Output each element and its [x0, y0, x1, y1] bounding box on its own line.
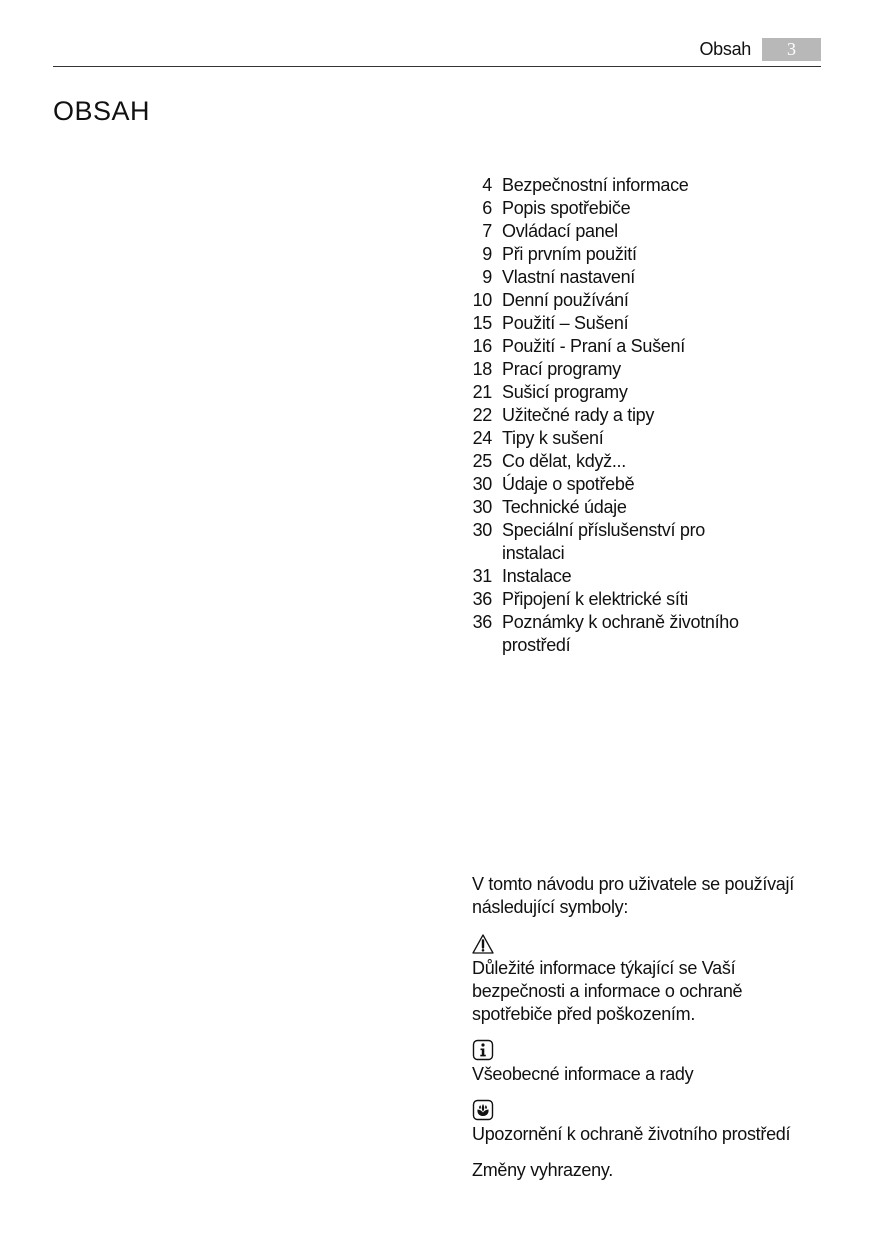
- toc-entry[interactable]: [466, 197, 826, 220]
- page-title: OBSAH: [53, 96, 151, 126]
- toc-page-number: 36: [472, 589, 492, 609]
- toc-label: Sušicí programy: [502, 382, 628, 402]
- toc-label: Poznámky k ochraně životního prostředí: [502, 612, 739, 655]
- toc-page-number: 31: [472, 566, 492, 586]
- toc-page-number: 22: [472, 405, 492, 425]
- toc-entry[interactable]: [466, 473, 826, 496]
- toc-entry[interactable]: [466, 174, 826, 197]
- toc-page-number: 30: [472, 497, 492, 517]
- symbols-section: [472, 873, 832, 1182]
- toc-entry[interactable]: [466, 243, 826, 266]
- toc-page-number: 36: [472, 612, 492, 632]
- toc-label: Technické údaje: [502, 497, 627, 517]
- toc-entry[interactable]: [466, 588, 826, 611]
- toc-label: Speciální příslušenství pro instalaci: [502, 520, 706, 563]
- toc-label: Instalace: [502, 566, 572, 586]
- info-symbol-block: [472, 1039, 832, 1086]
- toc-entry[interactable]: [466, 519, 826, 565]
- toc-page-number: 18: [472, 359, 492, 379]
- warning-symbol-block: [472, 933, 832, 1026]
- toc-label: Co dělat, když...: [502, 451, 626, 471]
- environment-symbol-block: [472, 1099, 832, 1146]
- toc-page-number: 30: [472, 474, 492, 494]
- toc-label: Vlastní nastavení: [502, 267, 635, 287]
- info-icon: [472, 1039, 832, 1063]
- toc-entry[interactable]: [466, 496, 826, 519]
- changes-note: Změny vyhrazeny.: [472, 1160, 613, 1180]
- toc-entry[interactable]: [466, 381, 826, 404]
- toc-page-number: 10: [472, 290, 492, 310]
- toc-label: Denní používání: [502, 290, 629, 310]
- toc-label: Bezpečnostní informace: [502, 175, 689, 195]
- toc-entry[interactable]: [466, 404, 826, 427]
- environment-icon: [472, 1099, 832, 1123]
- toc-entry[interactable]: [466, 220, 826, 243]
- toc-entry[interactable]: [466, 427, 826, 450]
- page-header: [0, 0, 875, 70]
- toc-page-number: 24: [472, 428, 492, 448]
- table-of-contents: [466, 174, 826, 657]
- toc-entry[interactable]: [466, 358, 826, 381]
- toc-entry[interactable]: [466, 565, 826, 588]
- toc-entry[interactable]: [466, 611, 826, 657]
- toc-label: Prací programy: [502, 359, 621, 379]
- toc-page-number: 6: [482, 198, 492, 218]
- toc-entry[interactable]: [466, 450, 826, 473]
- toc-label: Ovládací panel: [502, 221, 618, 241]
- page-number: 3: [762, 38, 821, 61]
- toc-label: Použití - Praní a Sušení: [502, 336, 685, 356]
- header-section-title: Obsah: [699, 39, 751, 59]
- toc-page-number: 16: [472, 336, 492, 356]
- warning-text: Důležité informace týkající se Vaší bezpečnosti a informace o ochraně spotřebiče před poškozením.: [472, 958, 743, 1024]
- info-text: Všeobecné informace a rady: [472, 1064, 694, 1084]
- toc-page-number: 30: [472, 520, 492, 540]
- toc-page-number: 21: [472, 382, 492, 402]
- symbols-intro: V tomto návodu pro uživatele se používají následující symboly:: [472, 874, 794, 917]
- toc-page-number: 9: [482, 244, 492, 264]
- toc-page-number: 15: [472, 313, 492, 333]
- toc-page-number: 7: [482, 221, 492, 241]
- toc-page-number: 9: [482, 267, 492, 287]
- warning-triangle-icon: [472, 933, 832, 957]
- toc-label: Použití – Sušení: [502, 313, 629, 333]
- toc-label: Popis spotřebiče: [502, 198, 631, 218]
- toc-page-number: 4: [482, 175, 492, 195]
- toc-label: Užitečné rady a tipy: [502, 405, 655, 425]
- toc-label: Údaje o spotřebě: [502, 474, 635, 494]
- toc-label: Připojení k elektrické síti: [502, 589, 688, 609]
- environment-text: Upozornění k ochraně životního prostředí: [472, 1124, 791, 1144]
- header-divider: [53, 66, 821, 67]
- toc-entry[interactable]: [466, 312, 826, 335]
- toc-entry[interactable]: [466, 266, 826, 289]
- toc-label: Při prvním použití: [502, 244, 637, 264]
- toc-page-number: 25: [472, 451, 492, 471]
- toc-entry[interactable]: [466, 289, 826, 312]
- toc-label: Tipy k sušení: [502, 428, 604, 448]
- toc-entry[interactable]: [466, 335, 826, 358]
